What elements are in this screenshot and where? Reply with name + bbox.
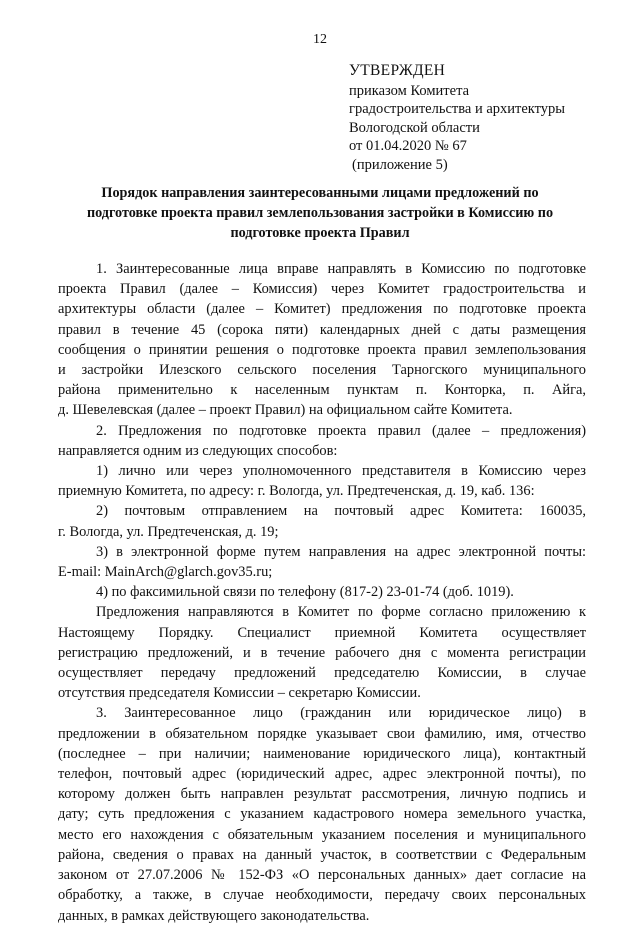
body-text-line: регистрацию предложений, и в течение рабочего дня с момента регистрации: [58, 644, 586, 661]
body-text-line: направляется одним из следующих способов:: [58, 442, 338, 459]
body-text-line: 2. Предложения по подготовке проекта правил (далее – предложения): [96, 422, 586, 439]
body-text-line: 1. Заинтересованные лица вправе направлять в Комиссию по подготовке: [96, 261, 586, 277]
body-text-line: законом от 27.07.2006 № 152-ФЗ «О персональных данных» дает согласие на: [58, 867, 586, 884]
body-text-line: Предложения направляются в Комитет по форме согласно приложению к: [96, 604, 586, 621]
body-text-line: 2) почтовым отправлением на почтовый адрес Комитета: 160035,: [96, 503, 586, 520]
body-text-line: приемную Комитета, по адресу: г. Вологда, ул. Предтеченская, д. 19, каб. 136:: [58, 483, 535, 500]
body-text-line: осуществляет передачу предложений председателю Комиссии, в случае: [58, 665, 586, 682]
body-text-line: г. Вологда, ул. Предтеченская, д. 19;: [58, 523, 279, 540]
body-text-line: E-mail: MainArch@glarch.gov35.ru;: [58, 564, 273, 581]
body-text-line: архитектуры области (далее – Комитет) предложения по подготовке проекта: [58, 301, 586, 318]
body-text-line: правил в течение 45 (сорока пяти) календарных дней с даты размещения: [58, 321, 586, 338]
title-line: подготовке проекта правил землепользования застройки в Комиссию по: [86, 205, 554, 221]
approval-line: приказом Комитета: [349, 82, 470, 99]
approval-stamp: [349, 62, 565, 174]
title-line: Порядок направления заинтересованными лицами предложений по: [101, 185, 539, 201]
body-text-line: и застройки Илезского сельского поселения Тарногского муниципального: [58, 362, 586, 379]
approval-line: градостроительства и архитектуры: [349, 101, 566, 117]
approval-line: (приложение 5): [352, 156, 448, 173]
body-text-line: района, сведения о правах на данный участок, в соответствии с Федеральным: [58, 846, 586, 863]
approval-line: Вологодской области: [349, 119, 480, 136]
body-text-line: проекта Правил (далее – Комиссия) через Комитет градостроительства и: [58, 281, 586, 298]
body-text-line: (последнее – при наличии; наименование юридического лица), контактный: [58, 745, 586, 762]
approval-line: от 01.04.2020 № 67: [349, 138, 467, 154]
body-text-line: телефон, почтовый адрес (юридический адрес, адрес электронной почты), по: [58, 766, 586, 783]
body-text-line: 3. Заинтересованное лицо (гражданин или юридическое лицо) в: [96, 705, 586, 722]
title-line: подготовке проекта Правил: [230, 225, 410, 241]
approval-heading: УТВЕРЖДЕН: [349, 62, 446, 79]
body-text-line: место его нахождения с обязательным указанием поселения и муниципального: [58, 826, 586, 843]
document-body: [58, 259, 586, 926]
page-number: 12: [313, 32, 327, 47]
body-text-line: обработку, а также, в случае необходимости, передачу своих персональных: [58, 887, 586, 904]
body-text-line: дату; суть предложения с указанием кадастрового номера земельного участка,: [58, 806, 586, 823]
body-text-line: отсутствия председателя Комиссии – секретарю Комиссии.: [58, 685, 421, 702]
body-text-line: 4) по факсимильной связи по телефону (817-2) 23-01-74 (доб. 1019).: [96, 584, 514, 601]
body-text-line: Настоящему Порядку. Специалист приемной Комитета осуществляет: [58, 624, 586, 641]
body-text-line: которому должен быть направлен результат рассмотрения, личную подпись и: [58, 786, 586, 803]
body-text-line: 3) в электронной форме путем направления на адрес электронной почты:: [96, 543, 586, 560]
body-text-line: д. Шевелевская (далее – проект Правил) на официальном сайте Комитета.: [58, 402, 513, 419]
body-text-line: предложении в обязательном порядке указывает свои фамилию, имя, отчество: [58, 725, 586, 742]
document-title: [40, 183, 600, 243]
body-text-line: данных, в рамках действующего законодательства.: [58, 907, 370, 924]
body-text-line: 1) лично или через уполномоченного представителя в Комиссию через: [96, 463, 586, 480]
body-text-line: сообщения о принятии решения о подготовке проекта правил землепользования: [58, 341, 586, 358]
body-text-line: района применительно к населенным пунктам п. Конторка, п. Айга,: [58, 382, 586, 399]
